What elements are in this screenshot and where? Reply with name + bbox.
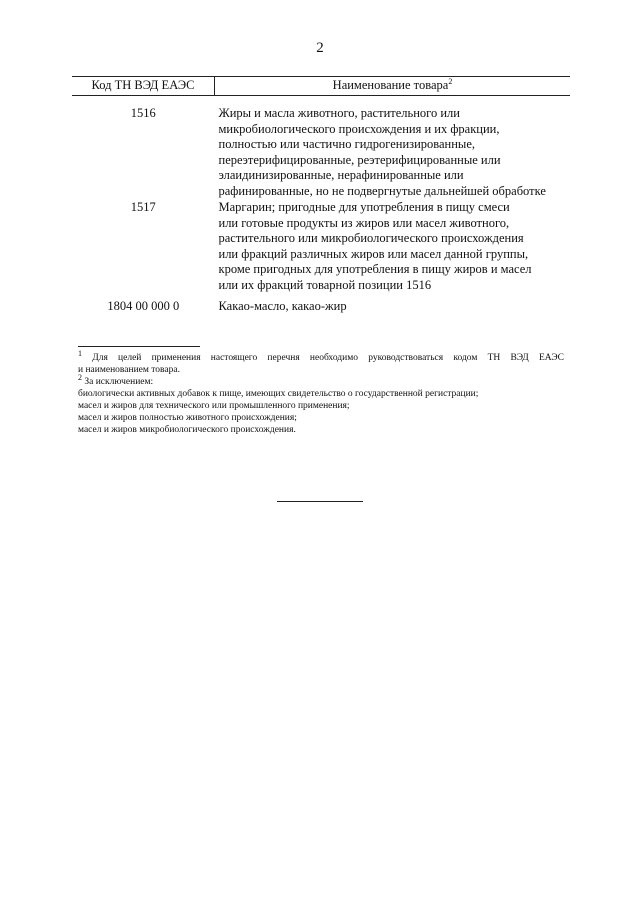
- footnote-mark-1: 1: [78, 348, 82, 358]
- row-name: Маргарин; пригодные для употребления в пищу смеси или готовые продукты из жиров или масел животного, растительного или микробиологического происхождения или фракций различных жиров или масел данной группы, кроме пригодных для употребления в пищу жиров и масел или их фракций товарной позиции 1516: [218, 200, 532, 292]
- footnote-1: $^1$ Для целей применения настоящего перечня необходимо руководствоваться кодом ТН ВЭД ЕАЭС и наименованием товара.: [78, 348, 565, 375]
- footnote-2-item: биологически активных добавок к пище, имеющих свидетельство о государственной регистрации;: [78, 389, 479, 399]
- goods-table-container: [72, 76, 570, 315]
- header-code: Код ТН ВЭД ЕАЭС: [72, 77, 215, 96]
- row-name: Какао-масло, какао-жир: [218, 299, 347, 313]
- row-code: 1516: [130, 106, 156, 120]
- footnote-2-item: масел и жиров микробиологического происхождения.: [78, 425, 296, 435]
- table-row: [72, 199, 570, 293]
- table-row: [72, 293, 570, 315]
- row-name: Жиры и масла животного, растительного или микробиологического происхождения и их фракции, полностью или частично гидрогенизированные, переэтерифицированные, реэтерифицированные или элаидинизированные, нерафинированные или рафинированные, но не подвергнутые дальнейшей обработке: [218, 106, 546, 198]
- footnote-separator: [78, 346, 200, 347]
- footnote-2-item: масел и жиров для технического или промышленного применения;: [78, 401, 350, 411]
- row-code: 1804 00 000 0: [107, 299, 180, 313]
- spacer-row: [72, 96, 570, 107]
- footnote-2: $^2$ За исключением:: [78, 372, 154, 387]
- header-name: Наименование товара$^2$: [215, 77, 571, 96]
- footnote-2-item: масел и жиров полностью животного происхождения;: [78, 413, 297, 423]
- end-of-document-line: [277, 501, 363, 502]
- page-number: 2: [316, 40, 324, 56]
- row-code: 1517: [130, 200, 156, 214]
- table-header-row: [72, 77, 570, 96]
- footnote-ref-2: 2: [448, 76, 453, 86]
- footnote-mark-2: 2: [78, 372, 82, 382]
- goods-table: [72, 76, 570, 315]
- footnotes: [78, 348, 565, 436]
- table-row: [72, 106, 570, 199]
